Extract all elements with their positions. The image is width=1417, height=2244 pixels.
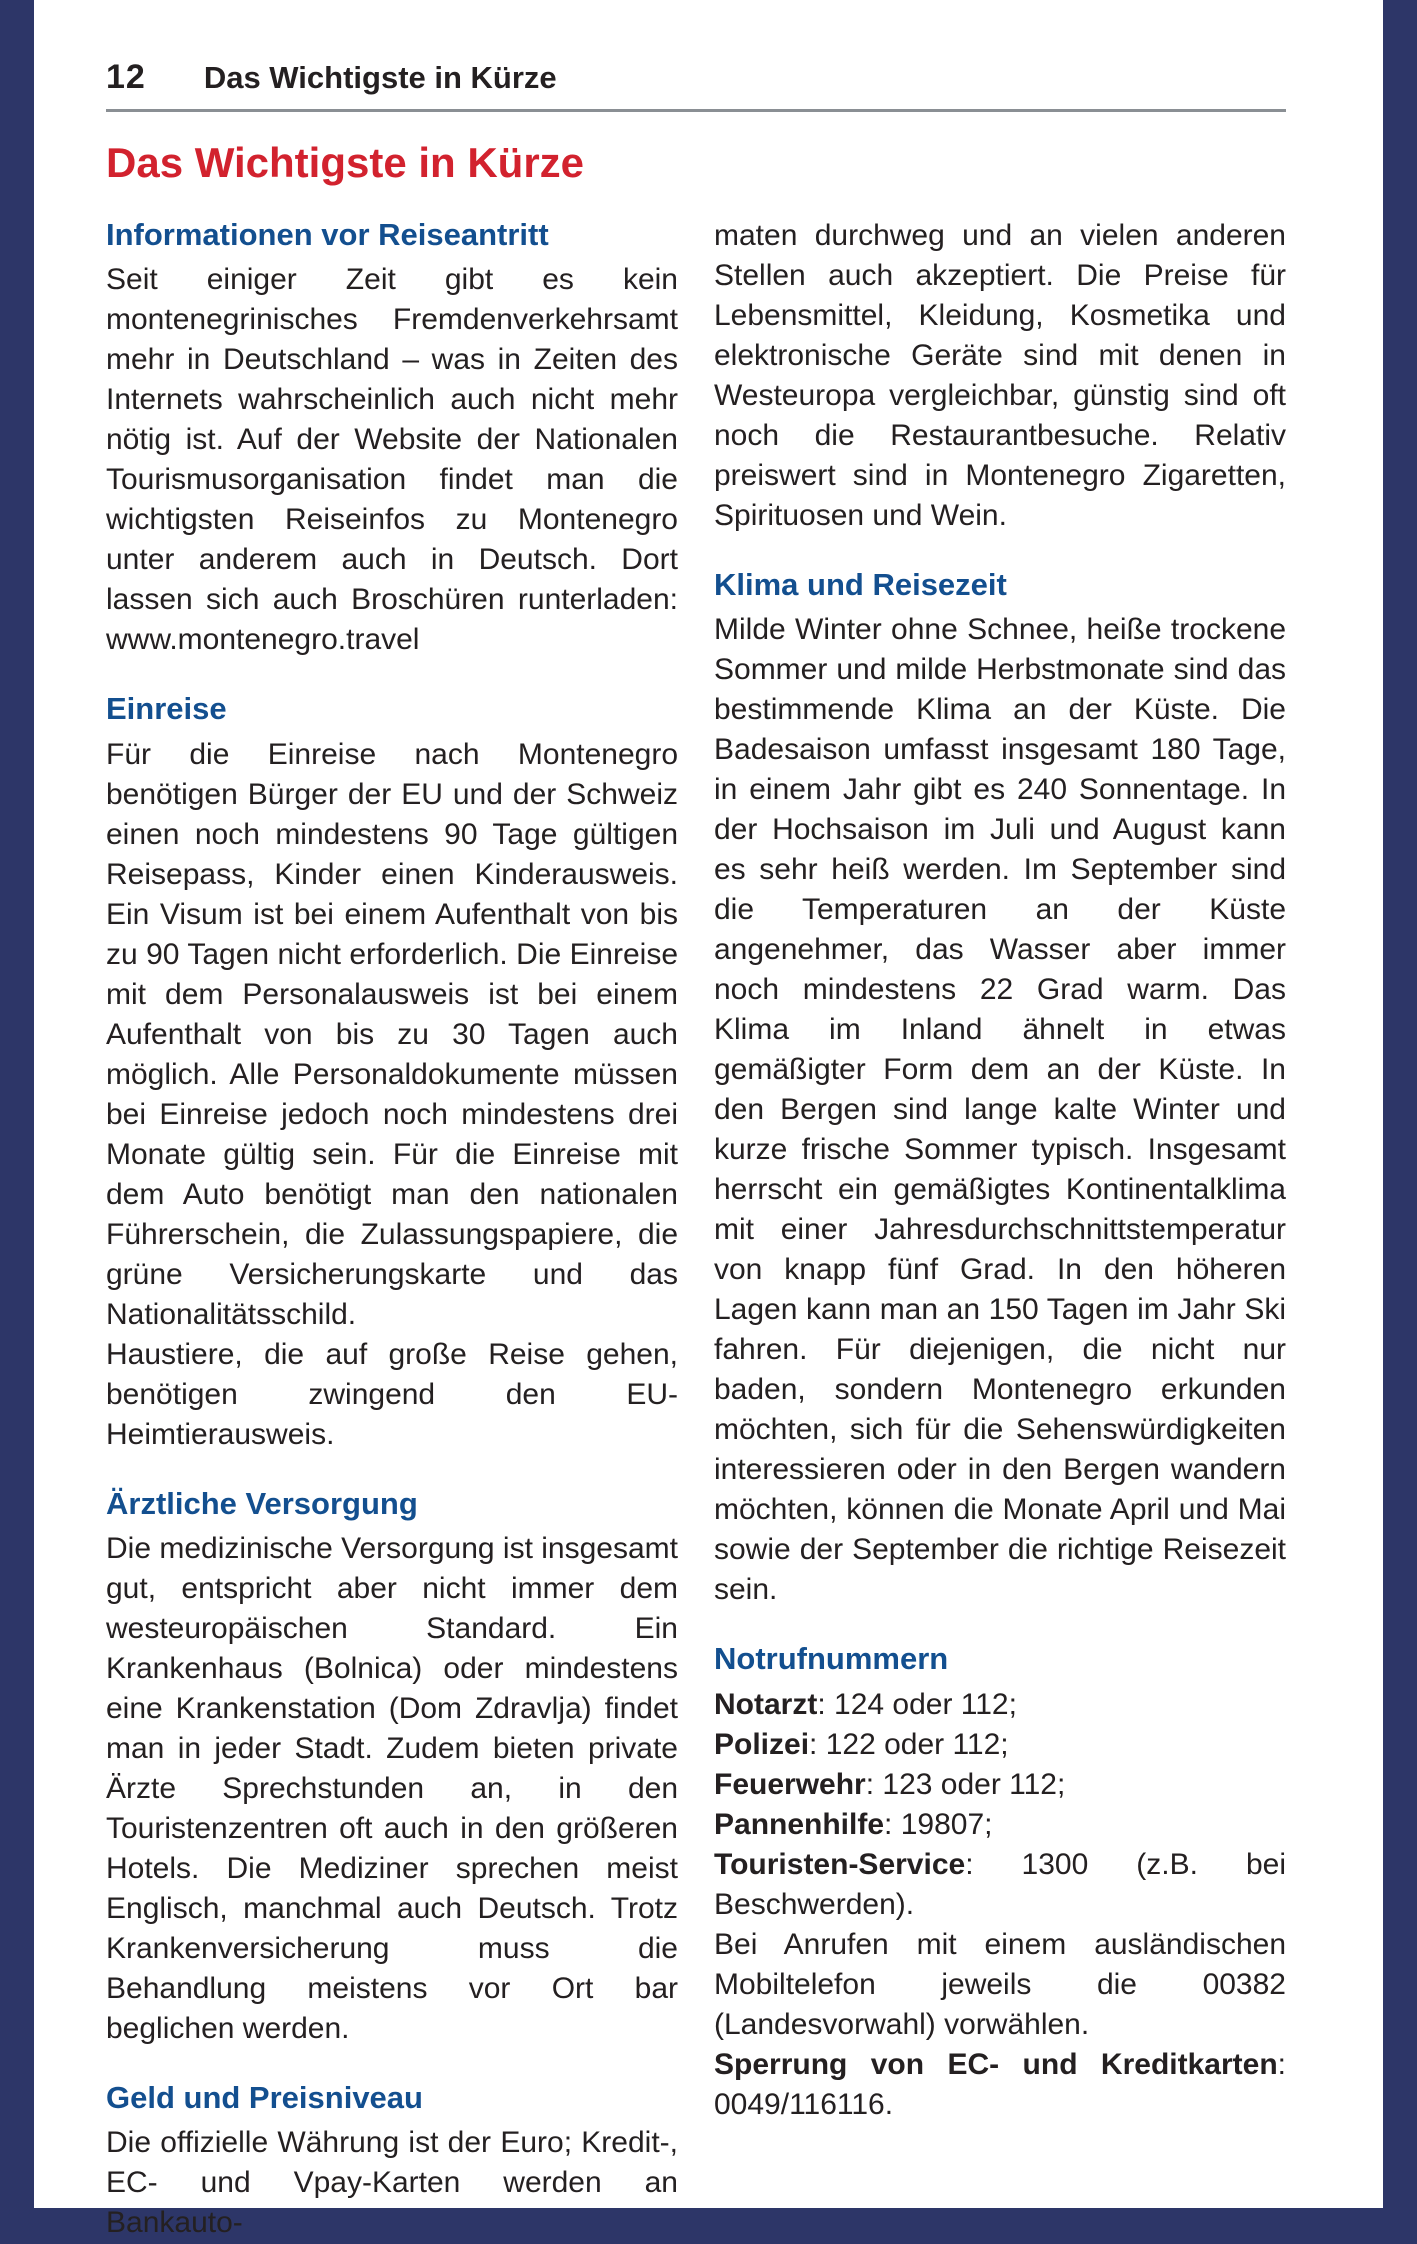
paragraph: Haustiere, die auf große Reise gehen, benötigen zwingend den EU-Heimtierausweis. (106, 1337, 678, 1451)
emergency-value: : 19807; (884, 1807, 993, 1841)
section-heading-klima-und-reisezeit: Klima und Reisezeit (714, 567, 1007, 603)
section-heading-informationen: Informationen vor Reiseantritt (106, 217, 549, 253)
page-content (106, 58, 1286, 2243)
emergency-label: Pannenhilfe (714, 1807, 885, 1841)
running-title: Das Wichtigste in Kürze (203, 60, 557, 95)
paragraph: Seit einiger Zeit gibt es kein montenegrinisches Fremdenverkehrsamt mehr in Deutschland – was in Zeiten des Internets wahrscheinlich auch nicht mehr nötig ist. Auf der Website der Nationalen Tourismusorganisation findet man die wichtigsten Reiseinfos zu Montenegro unter anderem auch in Deutsch. Dort lassen sich auch Broschüren runterladen: www.montenegro.travel (106, 263, 678, 657)
emergency-label: Sperrung von EC- und Kreditkarten (714, 2047, 1278, 2081)
paragraph: Die medizinische Versorgung ist insgesamt gut, entspricht aber nicht immer dem westeuropäischen Standard. Ein Krankenhaus (Bolnica) oder mindestens eine Krankenstation (Dom Zdravlja) findet man in jeder Stadt. Zudem bieten private Ärzte Sprechstunden an, in den Touristenzentren oft auch in den größeren Hotels. Die Mediziner sprechen meist Englisch, manchmal auch Deutsch. Trotz Krankenversicherung muss die Behandlung meistens vor Ort bar beglichen werden. (106, 1531, 678, 2045)
emergency-value: : 0049/116116. (714, 2047, 1286, 2121)
paragraph-mobile-note: Bei Anrufen mit einem ausländischen Mobiltelefon jeweils die 00382 (Landesvorwahl) vorwählen. (714, 1927, 1286, 2041)
right-column (714, 216, 1286, 2243)
two-column-layout (106, 216, 1286, 2243)
emergency-label: Polizei (714, 1727, 810, 1761)
page-border-left (0, 0, 34, 2244)
paragraph: Die offizielle Währung ist der Euro; Kredit-, EC- und Vpay-Karten werden an Bankauto- (106, 2125, 678, 2239)
emergency-value: : 123 oder 112; (865, 1767, 1066, 1801)
section-geld-und-preisniveau (106, 2079, 678, 2243)
chapter-title: Das Wichtigste in Kürze (106, 139, 585, 186)
emergency-value: : 1300 (z.B. bei Beschwerden). (714, 1847, 1286, 1921)
section-aerztliche-versorgung (106, 1485, 678, 2049)
page-number: 12 (106, 58, 146, 96)
emergency-line-polizei (714, 1725, 1286, 1765)
emergency-label: Notarzt (714, 1687, 818, 1721)
section-heading-geld-und-preisniveau: Geld und Preisniveau (106, 2079, 423, 2115)
section-heading-aerztliche-versorgung: Ärztliche Versorgung (106, 1485, 418, 1521)
paragraph: Für die Einreise nach Montenegro benötigen Bürger der EU und der Schweiz einen noch mindestens 90 Tage gültigen Reisepass, Kinder einen Kinderausweis. Ein Visum ist bei einem Aufenthalt von bis zu 90 Tagen nicht erforderlich. Die Einreise mit dem Personalausweis ist bei einem Aufenthalt von bis zu 30 Tagen auch möglich. Alle Personaldokumente müssen bei Einreise jedoch noch mindestens drei Monate gültig sein. Für die Einreise mit dem Auto benötigt man den nationalen Führerschein, die Zulassungspapiere, die grüne Versicherungskarte und das Nationalitätsschild. (106, 737, 678, 1331)
emergency-value: : 122 oder 112; (809, 1727, 1009, 1761)
emergency-line-pannenhilfe (714, 1805, 1286, 1845)
emergency-label: Feuerwehr (714, 1767, 866, 1801)
section-informationen-vor-reiseantritt (106, 216, 678, 660)
emergency-line-feuerwehr (714, 1765, 1286, 1805)
emergency-line-kartensperrung (714, 2045, 1286, 2125)
page-header (106, 58, 1286, 112)
section-klima-und-reisezeit (714, 566, 1286, 1610)
section-heading-notrufnummern: Notrufnummern (714, 1641, 949, 1677)
emergency-label: Touristen-Service (714, 1847, 966, 1881)
section-notrufnummern (714, 1640, 1286, 2124)
page-border-right (1383, 0, 1417, 2244)
paragraph-continuation: maten durchweg und an vielen anderen Stellen auch akzeptiert. Die Preise für Lebensmittel, Kleidung, Kosmetika und elektronische Geräte sind mit denen in Westeuropa vergleichbar, günstig sind oft noch die Restaurantbesuche. Relativ preiswert sind in Montenegro Zigaretten, Spirituosen und Wein. (714, 219, 1286, 533)
section-heading-einreise: Einreise (106, 691, 227, 727)
emergency-line-touristen-service (714, 1845, 1286, 1925)
emergency-line-notarzt (714, 1685, 1286, 1725)
paragraph: Milde Winter ohne Schnee, heiße trockene Sommer und milde Herbstmonate sind das bestimmende Klima an der Küste. Die Badesaison umfasst insgesamt 180 Tage, in einem Jahr gibt es 240 Sonnentage. In der Hochsaison im Juli und August kann es sehr heiß werden. Im September sind die Temperaturen an der Küste angenehmer, das Wasser aber immer noch mindestens 22 Grad warm. Das Klima im Inland ähnelt in etwas gemäßigter Form dem an der Küste. In den Bergen sind lange kalte Winter und kurze frische Sommer typisch. Insgesamt herrscht ein gemäßigtes Kontinentalklima mit einer Jahresdurchschnittstemperatur von knapp fünf Grad. In den höheren Lagen kann man an 150 Tagen im Jahr Ski fahren. Für diejenigen, die nicht nur baden, sondern Montenegro erkunden möchten, sich für die Sehenswürdigkeiten interessieren oder in den Bergen wandern möchten, können die Monate April und Mai sowie der September die richtige Reisezeit sein. (714, 613, 1286, 1607)
section-einreise (106, 690, 678, 1454)
emergency-value: : 124 oder 112; (817, 1687, 1017, 1721)
left-column (106, 216, 678, 2243)
